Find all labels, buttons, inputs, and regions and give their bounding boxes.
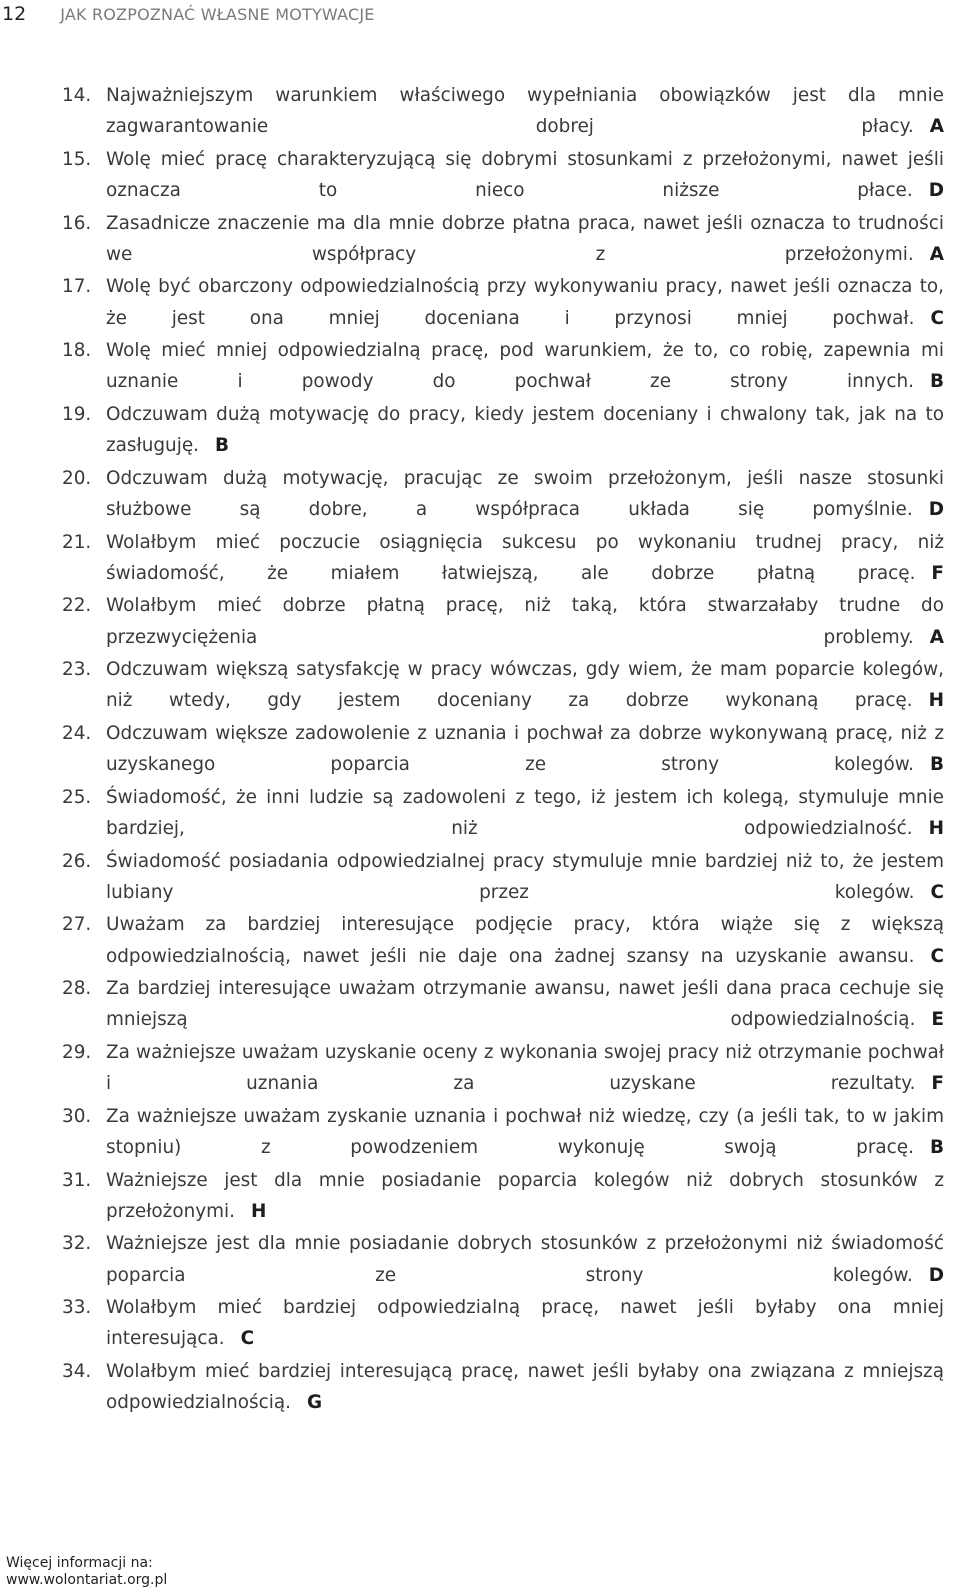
list-item [62, 80, 944, 142]
item-text: Odczuwam dużą motywację, pracując ze swoim przełożonym, jeśli nasze stosunki służbowe są dobre, a współpraca układa się pomyślnie. [106, 467, 944, 520]
item-text: Odczuwam większą satysfakcję w pracy wówczas, gdy wiem, że mam poparcie kolegów, niż wtedy, gdy jestem doceniany za dobrze wykonaną pracę. [106, 659, 944, 712]
item-number: 33. [62, 1297, 92, 1319]
item-number: 27. [62, 914, 92, 936]
item-number: 17. [62, 276, 92, 298]
list-item [62, 1228, 944, 1290]
answer-letter: A [929, 116, 944, 138]
item-text: Ważniejsze jest dla mnie posiadanie dobrych stosunków z przełożonymi niż świadomość poparcia ze strony kolegów. [106, 1233, 944, 1286]
list-item [62, 1037, 944, 1099]
item-number: 24. [62, 722, 92, 744]
list-item [62, 1165, 944, 1227]
item-number: 20. [62, 467, 92, 489]
question-list [62, 80, 944, 1420]
answer-letter: B [929, 1136, 944, 1158]
item-text: Świadomość posiadania odpowiedzialnej pracy stymuluje mnie bardziej niż to, że jestem lubiany przez kolegów. [106, 850, 944, 903]
item-text: Wolałbym mieć bardziej odpowiedzialną pracę, nawet jeśli byłaby ona mniej interesująca. [106, 1297, 944, 1350]
list-item [62, 527, 944, 589]
list-item [62, 590, 944, 652]
list-item [62, 654, 944, 716]
item-number: 15. [62, 148, 92, 170]
item-text: Ważniejsze jest dla mnie posiadanie poparcia kolegów niż dobrych stosunków z przełożonymi. [106, 1169, 944, 1222]
item-text: Świadomość, że inni ludzie są zadowoleni z tego, iż jestem ich kolegą, stymuluje mnie bardziej, niż odpowiedzialność. [106, 786, 944, 839]
item-number: 30. [62, 1105, 92, 1127]
item-text: Wolę być obarczony odpowiedzialnością przy wykonywaniu pracy, nawet jeśli oznacza to, że jest ona mniej doceniana i przynosi mniej pochwał. [106, 276, 944, 329]
list-item [62, 463, 944, 525]
website-link[interactable]: www.wolontariat.org.pl [6, 1572, 168, 1588]
page-footer [6, 1555, 306, 1589]
item-number: 18. [62, 340, 92, 362]
list-item [62, 782, 944, 844]
item-text: Wolę mieć mniej odpowiedzialną pracę, pod warunkiem, że to, co robię, zapewnia mi uznanie i powody do pochwał ze strony innych. [106, 340, 944, 393]
answer-letter: B [929, 754, 944, 776]
running-title: JAK ROZPOZNAĆ WŁASNE MOTYWACJE [60, 4, 375, 24]
list-item [62, 909, 944, 971]
item-text: Zasadnicze znaczenie ma dla mnie dobrze płatna praca, nawet jeśli oznacza to trudności we współpracy z przełożonymi. [106, 212, 944, 265]
item-text: Najważniejszym warunkiem właściwego wypełniania obowiązków jest dla mnie zagwarantowanie dobrej płacy. [106, 85, 944, 138]
item-text: Uważam za bardziej interesujące podjęcie pracy, która wiąże się z większą odpowiedzialnością, nawet jeśli nie daje ona żadnej szansy na uzyskanie awansu. [106, 914, 944, 967]
item-text: Za ważniejsze uważam uzyskanie oceny z wykonania swojej pracy niż otrzymanie pochwał i uznania za uzyskane rezultaty. [106, 1041, 944, 1095]
answer-letter: D [928, 1264, 944, 1286]
item-number: 28. [62, 978, 92, 1000]
item-number: 34. [62, 1360, 92, 1382]
answer-letter: D [928, 498, 944, 520]
item-number: 21. [62, 531, 92, 553]
answer-letter: H [928, 817, 944, 839]
footer-label: Więcej informacji na: [6, 1555, 153, 1571]
item-number: 16. [62, 212, 92, 234]
item-number: 23. [62, 659, 92, 681]
list-item [62, 973, 944, 1035]
item-number: 31. [62, 1169, 92, 1191]
list-item [62, 208, 944, 270]
list-item [62, 271, 944, 333]
answer-letter: E [931, 1009, 944, 1031]
item-number: 14. [62, 85, 92, 106]
answer-letter: F [931, 562, 944, 584]
answer-letter: A [929, 626, 944, 648]
list-item [62, 144, 944, 206]
answer-letter: H [251, 1200, 267, 1222]
item-number: 25. [62, 786, 92, 808]
item-text: Wolałbym mieć dobrze płatną pracę, niż taką, która stwarzałaby trudne do przezwyciężenia problemy. [106, 595, 944, 648]
item-number: 32. [62, 1233, 92, 1255]
answer-letter: A [929, 243, 944, 265]
item-text: Odczuwam większe zadowolenie z uznania i pochwał za dobrze wykonywaną pracę, niż z uzyskanego poparcia ze strony kolegów. [106, 722, 944, 776]
item-text: Wolałbym mieć bardziej interesującą pracę, nawet jeśli byłaby ona związana z mniejszą odpowiedzialnością. [106, 1360, 944, 1414]
list-item [62, 1356, 944, 1418]
answer-letter: F [931, 1073, 944, 1095]
item-number: 19. [62, 403, 92, 425]
list-item [62, 1101, 944, 1163]
answer-letter: G [306, 1392, 323, 1414]
list-item [62, 718, 944, 780]
item-number: 26. [62, 850, 92, 872]
answer-letter: C [930, 307, 944, 329]
list-item [62, 399, 944, 461]
item-text: Wolę mieć pracę charakteryzującą się dobrymi stosunkami z przełożonymi, nawet jeśli oznacza to nieco niższe płace. [106, 148, 944, 201]
item-text: Wolałbym mieć poczucie osiągnięcia sukcesu po wykonaniu trudnej pracy, niż świadomość, że miałem łatwiejszą, ale dobrze płatną pracę. [106, 531, 944, 584]
item-text: Za ważniejsze uważam zyskanie uznania i pochwał niż wiedzę, czy (a jeśli tak, to w jakim stopniu) z powodzeniem wykonuję swoją pracę. [106, 1105, 944, 1158]
item-number: 22. [62, 595, 92, 617]
answer-letter: C [930, 945, 944, 967]
page-number: 12 [2, 3, 27, 25]
answer-letter: D [928, 180, 944, 201]
list-item [62, 335, 944, 397]
answer-letter: C [930, 881, 944, 903]
answer-letter: C [240, 1328, 255, 1350]
item-text: Za bardziej interesujące uważam otrzymanie awansu, nawet jeśli dana praca cechuje się mniejszą odpowiedzialnością. [106, 978, 944, 1031]
item-text: Odczuwam dużą motywację do pracy, kiedy jestem doceniany i chwalony tak, jak na to zasługuję. [106, 403, 944, 457]
item-number: 29. [62, 1041, 92, 1063]
answer-letter: B [929, 371, 944, 393]
list-item [62, 846, 944, 908]
answer-letter: H [928, 690, 944, 712]
page-header [0, 0, 375, 28]
answer-letter: B [215, 435, 230, 457]
list-item [62, 1292, 944, 1354]
